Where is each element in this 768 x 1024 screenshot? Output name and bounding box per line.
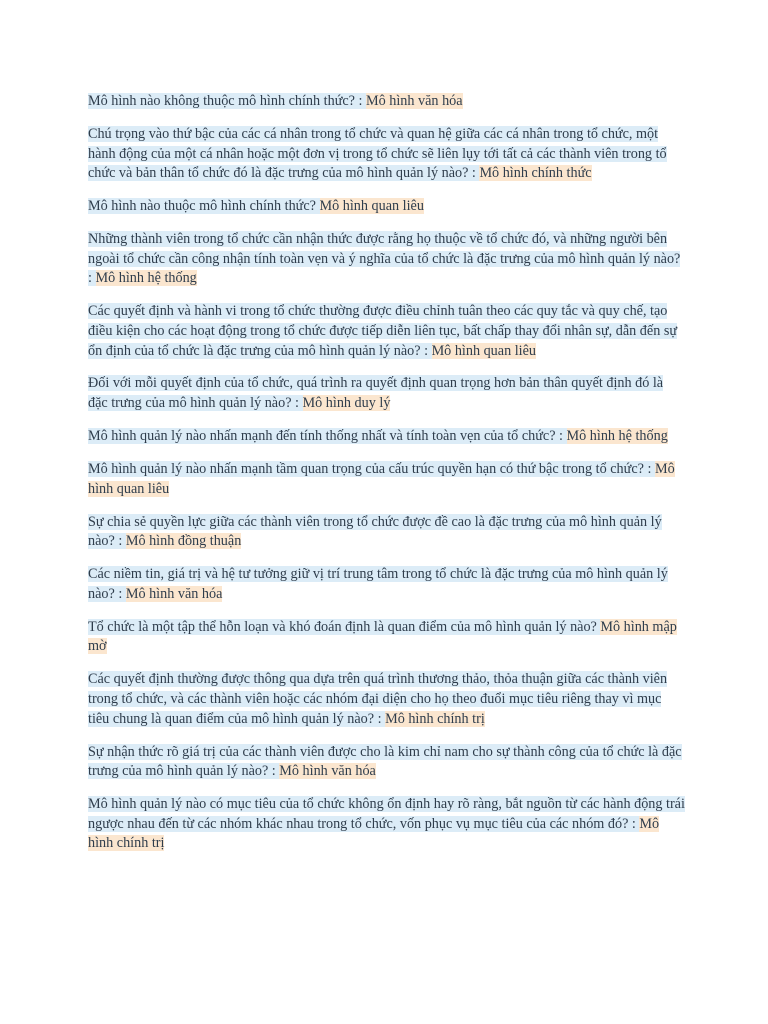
answer-text: Mô hình hệ thống: [566, 428, 668, 445]
qa-item: [88, 460, 686, 499]
qa-item: [88, 230, 686, 289]
qa-item: [88, 302, 686, 361]
qa-item: [88, 427, 686, 447]
question-text: Mô hình nào thuộc mô hình chính thức?: [88, 198, 320, 215]
answer-text: Mô hình chính thức: [479, 165, 592, 182]
qa-item: [88, 565, 686, 604]
qa-list: [88, 92, 686, 867]
qa-item: [88, 125, 686, 184]
qa-item: [88, 670, 686, 729]
answer-text: Mô hình chính trị: [385, 710, 485, 727]
question-text: Mô hình quản lý nào nhấn mạnh tầm quan trọng của cấu trúc quyền hạn có thứ bậc trong tổ chức? :: [88, 461, 655, 478]
qa-item: [88, 92, 686, 112]
qa-item: [88, 618, 686, 657]
answer-text: Mô hình văn hóa: [366, 93, 463, 109]
question-text: Mô hình nào không thuộc mô hình chính thức? :: [88, 93, 367, 109]
answer-text: Mô hình quan liêu: [88, 461, 675, 497]
question-text: Tổ chức là một tập thể hỗn loạn và khó đoán định là quan điểm của mô hình quản lý nào?: [88, 618, 601, 635]
qa-item: [88, 374, 686, 413]
question-text: Sự nhận thức rõ giá trị của các thành viên được cho là kim chỉ nam cho sự thành công của tổ chức là đặc trưng của mô hình quản lý nào? :: [88, 743, 682, 780]
question-text: Các quyết định thường được thông qua dựa trên quá trình thương thảo, thỏa thuận giữa các thành viên trong tổ chức, và các thành viên hoặc các nhóm đại diện cho họ theo đuổi mục tiêu riêng thay vì mục tiêu chung là quan điểm của mô hình quản lý nào? :: [88, 671, 668, 727]
question-text: Những thành viên trong tổ chức cần nhận thức được rằng họ thuộc về tổ chức đó, và những người bên ngoài tổ chức cần công nhận tính toàn vẹn và ý nghĩa của tổ chức là đặc trưng của mô hình quản lý nào? :: [88, 231, 681, 287]
answer-text: Mô hình quan liêu: [431, 342, 536, 359]
question-text: Mô hình quản lý nào có mục tiêu của tổ chức không ổn định hay rõ ràng, bắt nguồn từ các hành động trái ngược nhau đến từ các nhóm khác nhau trong tổ chức, vốn phục vụ mục tiêu của các nhóm đó? :: [88, 796, 685, 832]
answer-text: Mô hình văn hóa: [279, 763, 376, 780]
question-text: Mô hình quản lý nào nhấn mạnh đến tính thống nhất và tính toàn vẹn của tổ chức? :: [88, 428, 567, 445]
question-text: Đối với mỗi quyết định của tổ chức, quá trình ra quyết định quan trọng hơn bản thân quyết định đó là đặc trưng của mô hình quản lý nào? :: [88, 375, 664, 412]
question-text: Chú trọng vào thứ bậc của các cá nhân trong tổ chức và quan hệ giữa các cá nhân trong tổ chức, một hành động của một cá nhân hoặc một đơn vị trong tổ chức sẽ liên lụy tới tất cả các thành viên trong tổ chức và bản thân tổ chức đó là đặc trưng của mô hình quản lý nào? :: [88, 125, 667, 182]
answer-text: Mô hình văn hóa: [125, 585, 223, 602]
answer-text: Mô hình hệ thống: [95, 270, 197, 287]
qa-item: [88, 743, 686, 782]
question-text: Sự chia sẻ quyền lực giữa các thành viên trong tổ chức được đề cao là đặc trưng của mô hình quản lý nào? :: [88, 513, 662, 550]
answer-text: Mô hình chính trị: [88, 815, 660, 852]
answer-text: Mô hình quan liêu: [319, 198, 424, 215]
answer-text: Mô hình duy lý: [302, 395, 391, 412]
question-text: Các quyết định và hành vi trong tổ chức thường được điều chỉnh tuân theo các quy tắc và quy chế, tạo điều kiện cho các hoạt động trong tổ chức được tiếp diễn liên tục, bất chấp thay đổi nhân sự, dẫn đến sự ổn định của tổ chức là đặc trưng của mô hình quản lý nào? :: [88, 303, 678, 359]
answer-text: Mô hình mập mờ: [88, 618, 677, 655]
qa-item: [88, 513, 686, 552]
question-text: Các niềm tin, giá trị và hệ tư tưởng giữ vị trí trung tâm trong tổ chức là đặc trưng của mô hình quản lý nào? :: [88, 566, 668, 602]
qa-item: [88, 197, 686, 217]
qa-item: [88, 795, 686, 854]
answer-text: Mô hình đồng thuận: [125, 533, 242, 550]
